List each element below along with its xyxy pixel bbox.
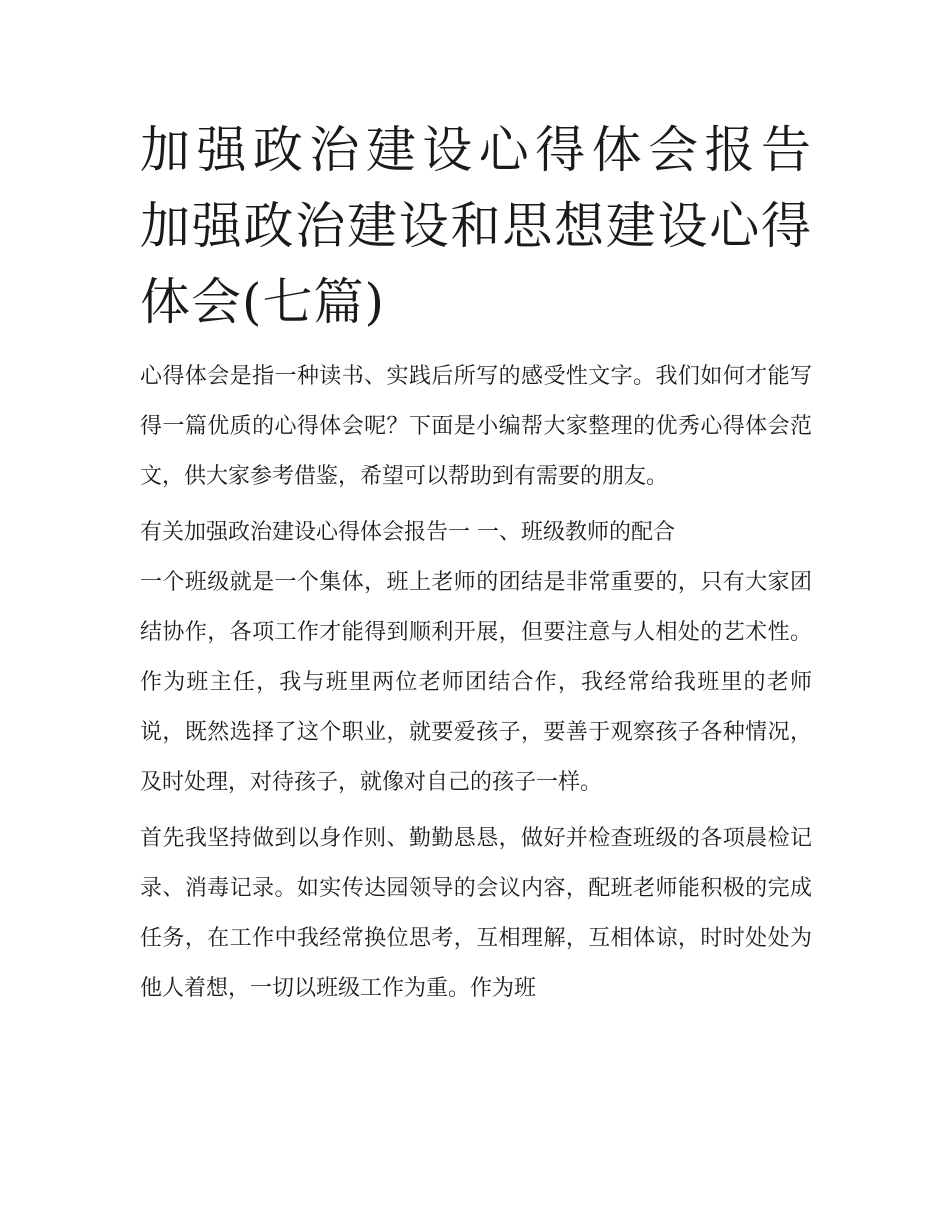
document-page: [140, 112, 812, 1014]
document-title: 加强政治建设心得体会报告 加强政治建设和思想建设心得体会(七篇): [140, 121, 812, 331]
section-heading: 有关加强政治建设心得体会报告一 一、班级教师的配合: [140, 520, 675, 545]
intro-paragraph: 心得体会是指一种读书、实践后所写的感受性文字。我们如何才能写得一篇优质的心得体会呢？下面是小编帮大家整理的优秀心得体会范文，供大家参考借鉴，希望可以帮助到有需要的朋友。: [140, 364, 812, 489]
body-paragraph: 首先我坚持做到以身作则、勤勤恳恳，做好并检查班级的各项晨检记录、消毒记录。如实传达园领导的会议内容，配班老师能积极的完成任务，在工作中我经常换位思考，互相理解，互相体谅，时时处处为他人着想，一切以班级工作为重。作为班: [140, 826, 812, 1001]
document-body: [140, 352, 812, 1014]
body-paragraph: 一个班级就是一个集体，班上老师的团结是非常重要的，只有大家团结协作，各项工作才能得到顺利开展，但要注意与人相处的艺术性。作为班主任，我与班里两位老师团结合作，我经常给我班里的老师说，既然选择了这个职业，就要爱孩子，要善于观察孩子各种情况，及时处理，对待孩子，就像对自己的孩子一样。: [140, 570, 812, 795]
